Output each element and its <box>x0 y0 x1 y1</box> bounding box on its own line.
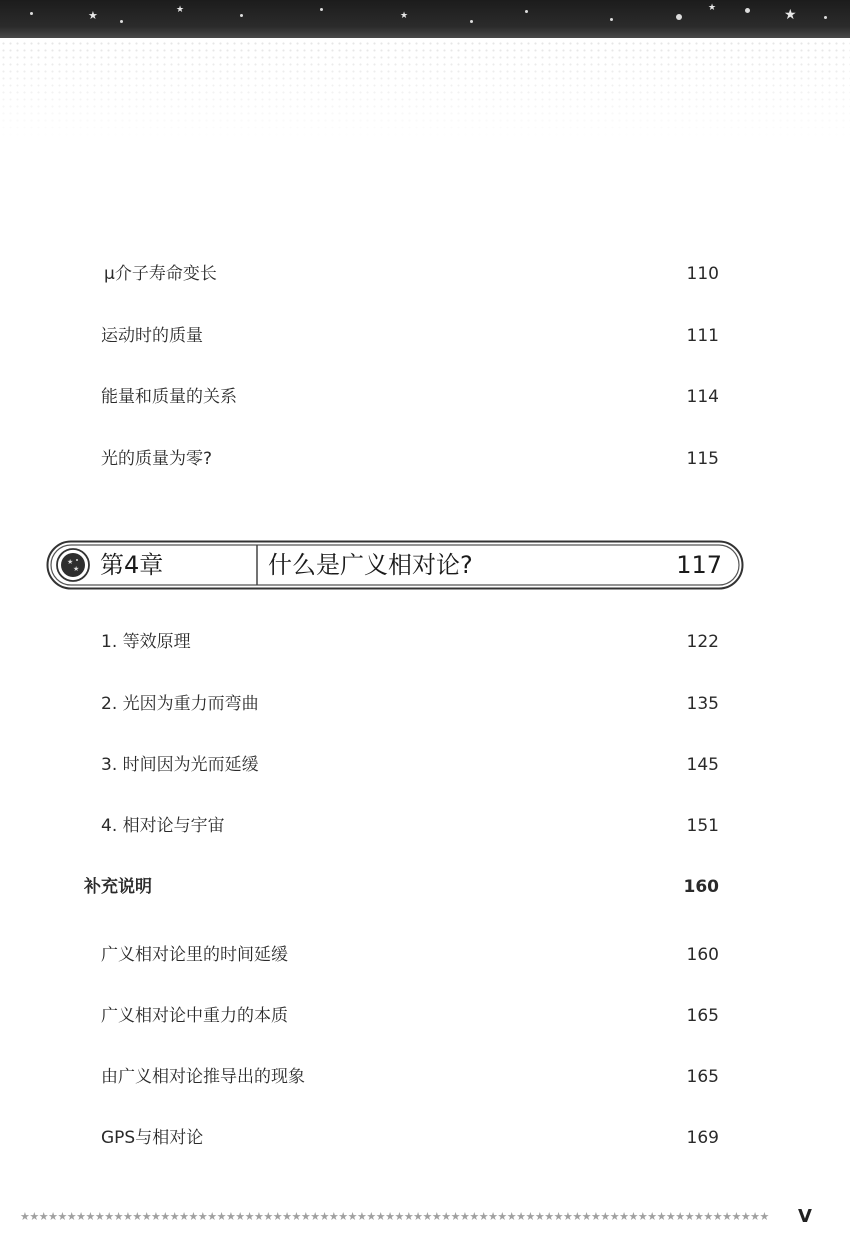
toc-entry-title: 广义相对论里的时间延缓 <box>101 945 288 965</box>
toc-entry[interactable] <box>0 1060 850 1094</box>
toc-entry-title: 补充说明 <box>84 877 152 897</box>
toc-entry-page: 145 <box>686 755 719 775</box>
toc-entry[interactable] <box>0 938 850 972</box>
toc-entry-title: 光的质量为零? <box>101 449 213 469</box>
toc-entry[interactable] <box>0 319 850 353</box>
star-dot <box>30 12 33 15</box>
toc-entry-page: 160 <box>686 945 719 965</box>
star-decoration-icon: ★ <box>784 7 797 23</box>
toc-entry[interactable] <box>0 1121 850 1155</box>
toc-entry-page: 111 <box>686 326 719 346</box>
toc-entry-title: 能量和质量的关系 <box>101 387 237 407</box>
toc-entry-title: 由广义相对论推导出的现象 <box>101 1067 305 1087</box>
toc-entry[interactable] <box>0 442 850 476</box>
star-dot <box>525 10 528 13</box>
star-dot <box>240 14 243 17</box>
star-dot <box>745 8 750 13</box>
chapter-emblem-icon <box>57 549 89 581</box>
star-dot <box>676 14 682 20</box>
chapter-banner[interactable] <box>46 540 744 590</box>
toc-entry-title: GPS与相对论 <box>101 1128 204 1148</box>
toc-entry-page: 135 <box>686 694 719 714</box>
toc-supplement-heading[interactable] <box>0 870 850 904</box>
svg-text:★: ★ <box>67 558 74 566</box>
star-dot <box>320 8 323 11</box>
toc-entry-page: 165 <box>686 1067 719 1087</box>
toc-entry-title: 运动时的质量 <box>101 326 203 346</box>
toc-entry[interactable] <box>0 999 850 1033</box>
toc-entry[interactable] <box>0 380 850 414</box>
toc-entry-page: 122 <box>686 632 719 652</box>
toc-entry-page: 169 <box>686 1128 719 1148</box>
toc-entry-page: 165 <box>686 1006 719 1026</box>
toc-entry-title: 广义相对论中重力的本质 <box>101 1006 288 1026</box>
toc-entry-page: 151 <box>686 816 719 836</box>
toc-entry-title: μ介子寿命变长 <box>104 264 217 284</box>
star-dot <box>824 16 827 19</box>
page-folio: V <box>798 1206 812 1227</box>
toc-entry-title: 4. 相对论与宇宙 <box>101 816 225 836</box>
toc-entry[interactable] <box>0 748 850 782</box>
chapter-number: 第4章 <box>100 551 164 579</box>
toc-entry-page: 114 <box>686 387 719 407</box>
toc-entry[interactable] <box>0 257 850 291</box>
toc-entry-page: 115 <box>686 449 719 469</box>
star-decoration-icon: ★ <box>400 11 409 21</box>
star-dot <box>610 18 613 21</box>
svg-text:★: ★ <box>73 565 80 573</box>
star-decoration-icon: ★ <box>708 3 717 13</box>
footer-star-row: ★★★★★★★★★★★★★★★★★★★★★★★★★★★★★★★★★★★★★★★★★★★★★★★★★★★★★★★★★★★★★★★★★★★★★★★★★★★★★★★★ <box>20 1210 769 1223</box>
toc-entry[interactable] <box>0 809 850 843</box>
toc-entry[interactable] <box>0 687 850 721</box>
toc-entry-page: 110 <box>686 264 719 284</box>
dot-pattern <box>0 40 850 140</box>
chapter-title: 什么是广义相对论? <box>268 551 473 579</box>
top-starry-band <box>0 0 850 38</box>
toc-entry-title: 1. 等效原理 <box>101 632 191 652</box>
chapter-page: 117 <box>676 551 722 579</box>
star-dot <box>120 20 123 23</box>
star-decoration-icon: ★ <box>176 5 185 15</box>
star-decoration-icon: ★ <box>88 9 98 22</box>
toc-entry-title: 3. 时间因为光而延缓 <box>101 755 259 775</box>
toc-entry-page: 160 <box>683 877 719 897</box>
toc-entry-title: 2. 光因为重力而弯曲 <box>101 694 259 714</box>
star-dot <box>470 20 473 23</box>
toc-entry[interactable] <box>0 625 850 659</box>
